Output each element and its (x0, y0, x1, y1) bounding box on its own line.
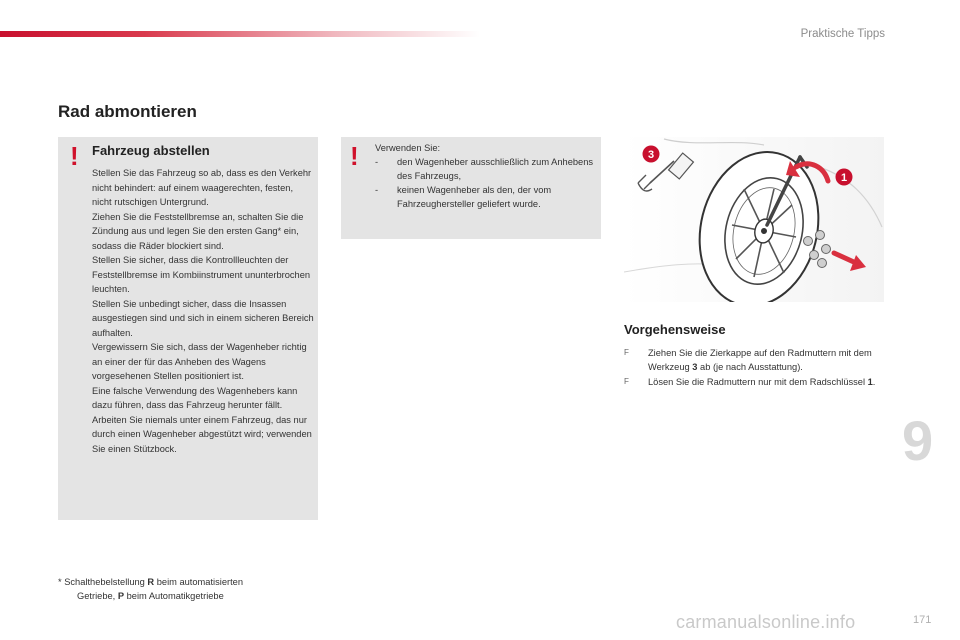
park-vehicle-warning-box (58, 137, 318, 520)
chapter-number: 9 (902, 409, 934, 472)
warning-icon: ! (70, 141, 79, 171)
gear-position: P (117, 590, 125, 601)
park-paragraph: Stellen Sie sicher, dass die Kontrollleuchten der Feststellbremse im Kombiinstrument ununterbrochen leuchten. (92, 255, 311, 294)
list-dash: - (375, 157, 379, 167)
footnote-text: Schalthebelstellung (61, 577, 148, 587)
step-text-part: Lösen Sie die Radmuttern nur mit dem Radschlüssel (648, 377, 868, 387)
footnote (58, 576, 243, 603)
warning-icon: ! (350, 141, 359, 171)
procedure-step (624, 375, 888, 389)
park-box-body (92, 166, 314, 456)
watermark: carmanualsonline.info (676, 612, 856, 632)
footnote-line (58, 576, 243, 590)
step-text (648, 375, 888, 389)
tool-reference: 1 (867, 377, 873, 387)
callout-3-label: 3 (647, 149, 655, 161)
procedure-title: Vorgehensweise (624, 322, 726, 337)
park-paragraph: Stellen Sie das Fahrzeug so ab, dass es den Verkehr nicht behindert: auf einem waagerechten, festen, nicht rutschigen Untergrund. (92, 168, 312, 207)
procedure-step (624, 346, 888, 374)
footnote-text: beim automatisierten (154, 577, 244, 587)
tool-reference: 3 (692, 362, 698, 372)
list-dash: - (375, 185, 379, 195)
header-accent-bar (0, 31, 480, 37)
callout-1-label: 1 (840, 172, 848, 184)
jack-list-item (375, 183, 595, 211)
page-number: 171 (913, 614, 932, 626)
step-text-part: . (872, 377, 876, 387)
step-text-part: Ziehen Sie die Zierkappe auf den Radmuttern mit dem Werkzeug (648, 348, 872, 372)
section-label: Praktische Tipps (800, 28, 885, 40)
step-text (648, 346, 888, 374)
jack-intro: Verwenden Sie: (375, 143, 441, 153)
wheel-removal-illustration (624, 137, 884, 302)
park-paragraph: Stellen Sie unbedingt sicher, dass die Insassen ausgestiegen sind und sich in einem sicheren Bereich aufhalten. (92, 298, 314, 338)
park-paragraph: Vergewissern Sie sich, dass der Wagenheber richtig an einer der für das Anheben des Wagens vorgesehenen Stellen positioniert ist. (92, 342, 307, 381)
list-item-text: den Wagenheber ausschließlich zum Anhebens des Fahrzeugs, (397, 157, 594, 181)
step-text-part: ab (je nach Ausstattung). (697, 362, 803, 372)
park-box-title: Fahrzeug abstellen (92, 143, 210, 158)
footnote-text: beim Automatikgetriebe (124, 590, 224, 601)
park-paragraph: Ziehen Sie die Feststellbremse an, schalten Sie die Zündung aus und legen Sie den ersten Gang* ein, sodass die Räder blockiert sind. (92, 211, 304, 251)
jack-box-body (375, 141, 595, 211)
step-bullet: F (624, 348, 629, 357)
jack-warning-box (341, 137, 601, 239)
gear-position: R (147, 577, 155, 587)
park-paragraph: Eine falsche Verwendung des Wagenhebers kann dazu führen, dass das Fahrzeug herunter fällt. (92, 385, 298, 410)
park-paragraph: Arbeiten Sie niemals unter einem Fahrzeug, das nur durch einen Wagenheber abgestützt wird; verwenden Sie einen Stützbock. (92, 414, 312, 454)
page-title: Rad abmontieren (58, 102, 197, 121)
step-bullet: F (624, 377, 629, 386)
footnote-line (58, 590, 243, 604)
procedure-steps (624, 346, 888, 390)
list-item-text: keinen Wagenheber als den, der vom Fahrzeughersteller geliefert wurde. (397, 185, 552, 209)
footnote-marker: * (58, 577, 62, 587)
footnote-text: Getriebe, (77, 590, 118, 601)
jack-list-item (375, 155, 595, 183)
